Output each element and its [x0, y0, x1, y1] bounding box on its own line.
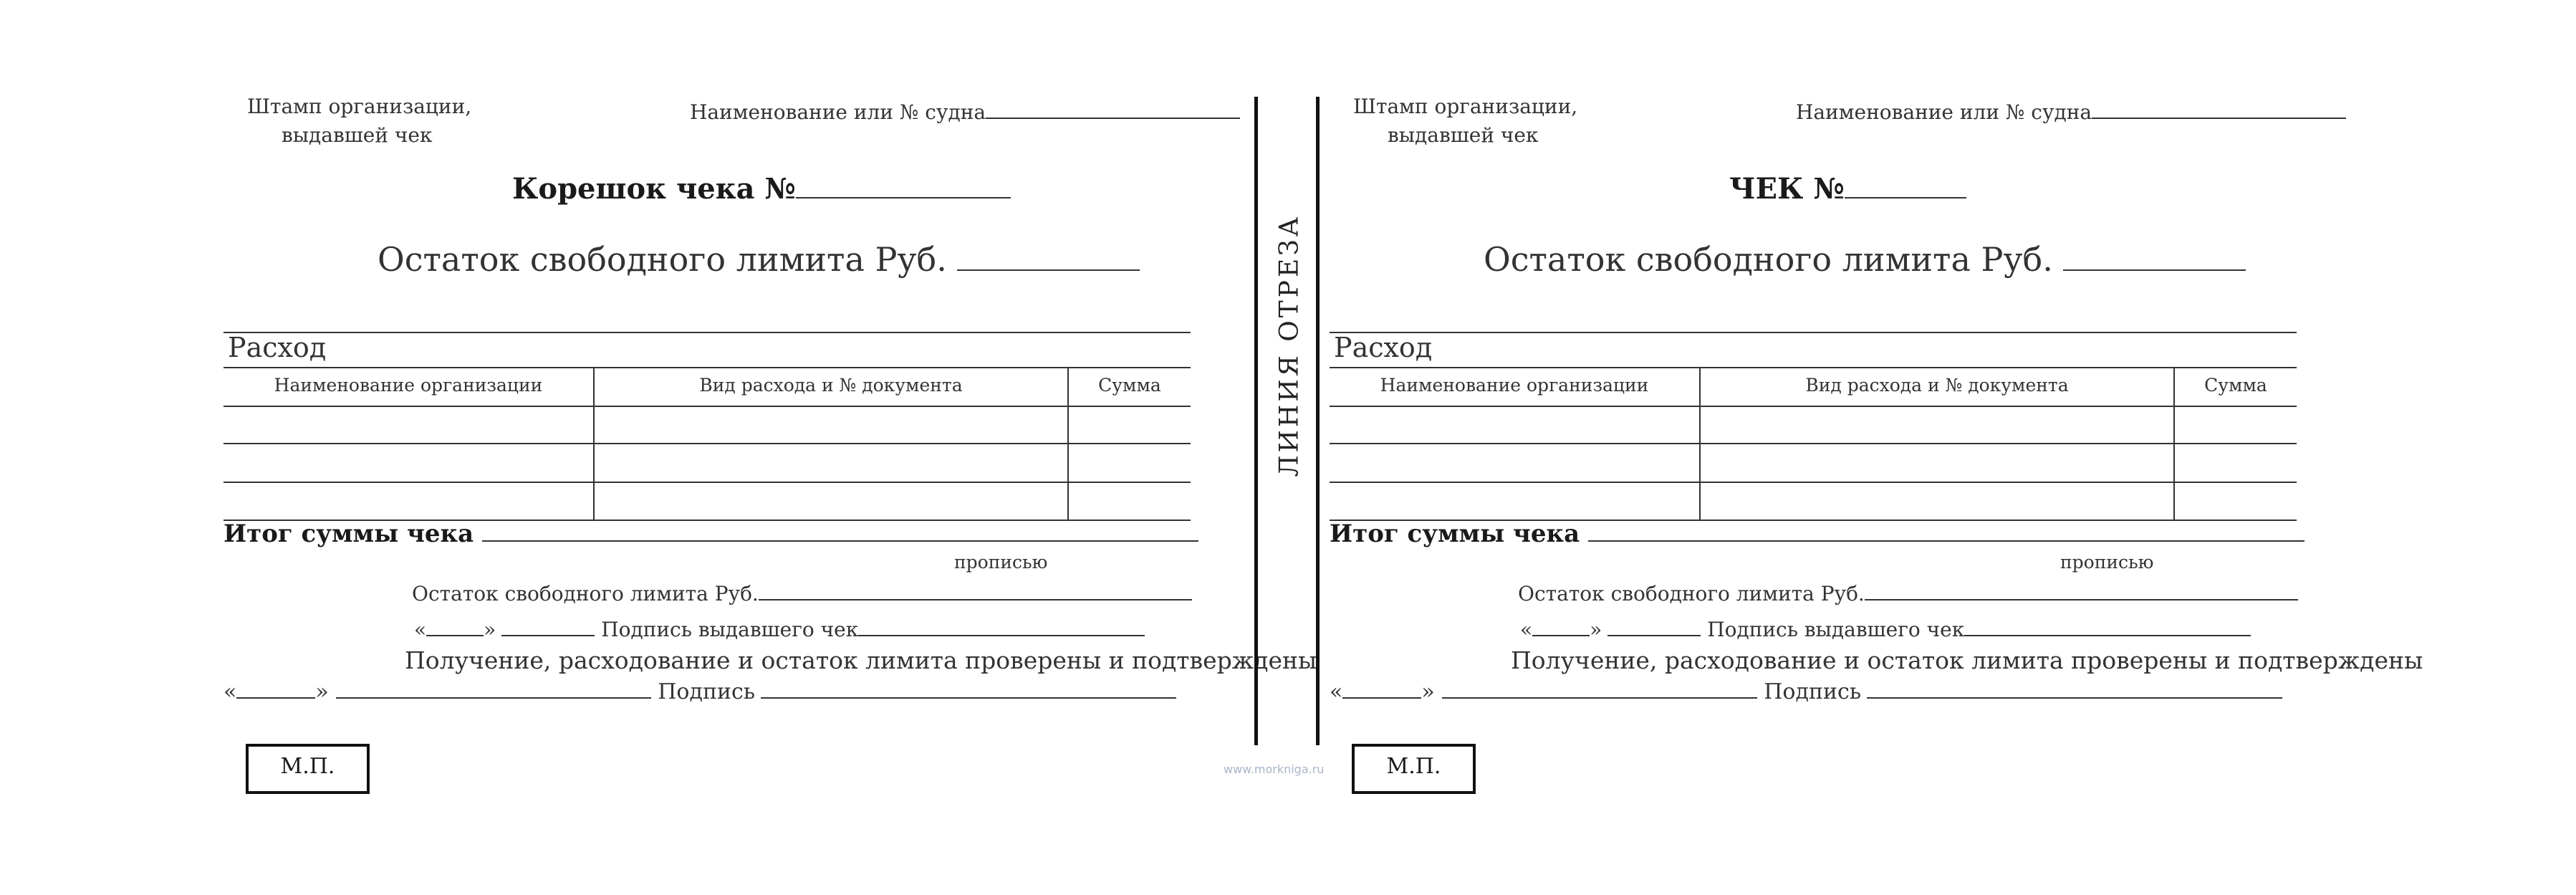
check-expense-label: Расход: [1334, 332, 1433, 363]
check-vessel-label: Наименование или № судна: [1796, 100, 2346, 124]
stub-date-issuer-line: « » Подпись выдавшего чек: [414, 618, 1145, 641]
check-table-row-line: [1330, 406, 2297, 407]
check-stamp-label-line1: Штамп организации,: [1353, 95, 1578, 118]
stub-table-row-line: [224, 406, 1191, 407]
stub-total-label: Итог суммы чека: [224, 520, 1198, 548]
check-form: [1106, 0, 2423, 895]
stub-seal-label: М.П.: [280, 754, 335, 779]
check-seal-label: М.П.: [1386, 754, 1441, 779]
stub-vessel-label: Наименование или № судна: [690, 100, 1240, 124]
stub-table-row-line: [224, 482, 1191, 483]
check-remaining-blank: [1865, 599, 2298, 600]
check-day-blank: [1532, 635, 1590, 636]
check-col-header-org: Наименование организации: [1380, 375, 1649, 396]
check-table-top: [1330, 367, 2297, 368]
check-limit-label: Остаток свободного лимита Руб.: [1484, 240, 2246, 279]
check-sign-month-blank: [1442, 697, 1757, 699]
check-date-issuer-line: « » Подпись выдавшего чек: [1520, 618, 2251, 641]
check-signature-line: « » Подпись: [1330, 679, 2282, 704]
stub-table-top: [224, 367, 1191, 368]
check-sign-day-blank: [1342, 697, 1421, 699]
check-month-blank: [1607, 635, 1701, 636]
check-signature-blank: [1867, 697, 2282, 699]
stub-number-blank: [796, 197, 1011, 198]
check-number-blank: [1845, 197, 1966, 198]
check-col-header-sum: Сумма: [2204, 375, 2267, 396]
stub-signature-line: « » Подпись: [224, 679, 1176, 704]
stub-limit-label: Остаток свободного лимита Руб.: [378, 240, 1140, 279]
check-remaining-label: Остаток свободного лимита Руб.: [1518, 582, 2298, 606]
check-seal-box: [1352, 744, 1476, 794]
check-in-words: прописью: [2060, 552, 2154, 573]
check-total-label: Итог суммы чека: [1330, 520, 2305, 548]
stub-table-row-line: [224, 443, 1191, 444]
stub-sign-day-blank: [236, 697, 315, 699]
stub-issuer-signature-blank: [858, 635, 1145, 636]
stub-col-header-expense: Вид расхода и № документа: [699, 375, 963, 396]
stub-verified-text: Получение, расходование и остаток лимита проверены и подтверждены: [405, 646, 1317, 674]
stub-in-words: прописью: [954, 552, 1048, 573]
check-stamp-label-line2: выдавшей чек: [1388, 123, 1539, 147]
stub-top-rule: [224, 332, 1191, 333]
stub-col-header-org: Наименование организации: [274, 375, 543, 396]
check-title: ЧЕК №: [1729, 172, 1966, 206]
stub-col-header-sum: Сумма: [1098, 375, 1161, 396]
check-table-row-line: [1330, 443, 2297, 444]
check-col-header-expense: Вид расхода и № документа: [1805, 375, 2069, 396]
check-verified-text: Получение, расходование и остаток лимита проверены и подтверждены: [1511, 646, 2423, 674]
stub-expense-label: Расход: [228, 332, 327, 363]
stub-total-blank: [482, 540, 1198, 542]
stub-title: Корешок чека №: [512, 172, 1011, 206]
check-top-rule: [1330, 332, 2297, 333]
stub-seal-box: [246, 744, 370, 794]
stub-day-blank: [426, 635, 484, 636]
cut-line-label: ЛИНИЯ ОТРЕЗА: [1274, 214, 1304, 477]
check-vessel-blank: [2092, 118, 2346, 119]
stub-sign-month-blank: [336, 697, 651, 699]
stub-remaining-label: Остаток свободного лимита Руб.: [412, 582, 1192, 606]
stub-stamp-label-line2: выдавшей чек: [282, 123, 433, 147]
check-total-blank: [1588, 540, 2305, 542]
check-limit-blank: [2063, 269, 2246, 271]
check-table-row-line: [1330, 482, 2297, 483]
check-issuer-signature-blank: [1964, 635, 2251, 636]
stub-stamp-label-line1: Штамп организации,: [247, 95, 472, 118]
watermark: www.morkniga.ru: [1224, 762, 1325, 776]
stub-month-blank: [501, 635, 595, 636]
